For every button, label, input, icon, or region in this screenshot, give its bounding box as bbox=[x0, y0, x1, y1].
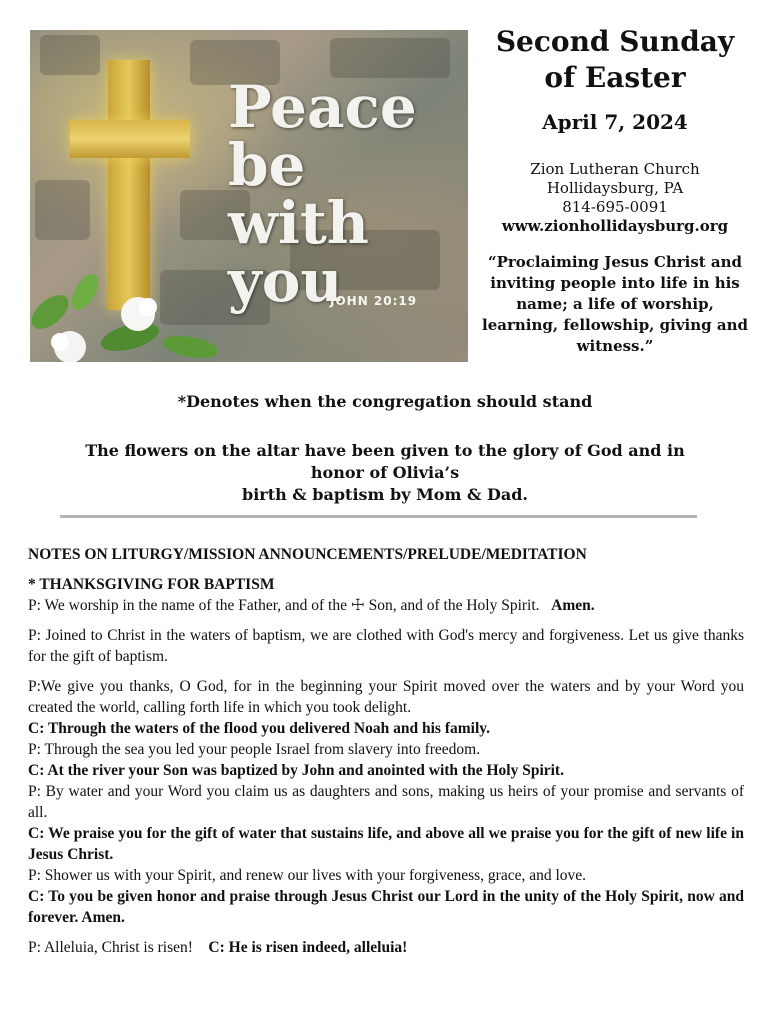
pastor-line: P: By water and your Word you claim us as daughters and sons, making us heirs of your promise and servants of all. bbox=[28, 783, 744, 821]
section-heading: NOTES ON LITURGY/MISSION ANNOUNCEMENTS/PRELUDE/MEDITATION bbox=[28, 546, 587, 563]
pastor-line: P: We worship in the name of the Father, and of the ☩ Son, and of the Holy Spirit. Amen. bbox=[28, 597, 595, 614]
church-website[interactable]: www.zionhollidaysburg.org bbox=[501, 217, 729, 235]
congregation-line: C: To you be given honor and praise through Jesus Christ our Lord in the unity of the Holy Spirit, now and forever. Amen. bbox=[28, 888, 744, 926]
congregation-line: C: Through the waters of the flood you delivered Noah and his family. bbox=[28, 720, 491, 737]
mission-statement: “Proclaiming Jesus Christ and inviting people into life in his name; a life of worship, learning, fellowship, giving and witness.” bbox=[482, 253, 748, 355]
congregation-line: C: At the river your Son was baptized by John and anointed with the Holy Spirit. bbox=[28, 762, 564, 779]
cover-verse: JOHN 20:19 bbox=[330, 294, 418, 308]
acclamation-line: P: Alleluia, Christ is risen! C: He is risen indeed, alleluia! bbox=[28, 939, 408, 956]
pastor-line: P: Shower us with your Spirit, and renew our lives with your forgiveness, grace, and love. bbox=[28, 867, 587, 884]
flowers-graphic bbox=[30, 252, 220, 362]
pastor-line: P: Joined to Christ in the waters of baptism, we are clothed with God's mercy and forgiveness. Let us give thanks for the gift of baptism. bbox=[28, 627, 744, 665]
service-date: April 7, 2024 bbox=[542, 110, 688, 134]
cover-image bbox=[30, 30, 468, 362]
altar-flowers-notice: The flowers on the altar have been given to the glory of God and in honor of Olivia’s birth & baptism by Mom & Dad. bbox=[85, 441, 685, 504]
liturgy-text bbox=[28, 544, 744, 958]
thanksgiving-heading: * THANKSGIVING FOR BAPTISM bbox=[28, 576, 275, 593]
stand-notice: *Denotes when the congregation should stand bbox=[177, 392, 593, 411]
page-title: Second Sunday of Easter bbox=[495, 25, 735, 94]
church-info: Zion Lutheran Church Hollidaysburg, PA 814-695-0091 bbox=[530, 160, 700, 216]
congregation-line: C: We praise you for the gift of water that sustains life, and above all we praise you for the gift of new life in Jesus Christ. bbox=[28, 825, 744, 863]
pastor-line: P:We give you thanks, O God, for in the beginning your Spirit moved over the waters and by your Word you created the world, calling forth life in which you took delight. bbox=[28, 678, 744, 716]
cover-headline: Peace be with you bbox=[228, 73, 417, 315]
divider bbox=[60, 515, 697, 518]
pastor-line: P: Through the sea you led your people Israel from slavery into freedom. bbox=[28, 741, 481, 758]
